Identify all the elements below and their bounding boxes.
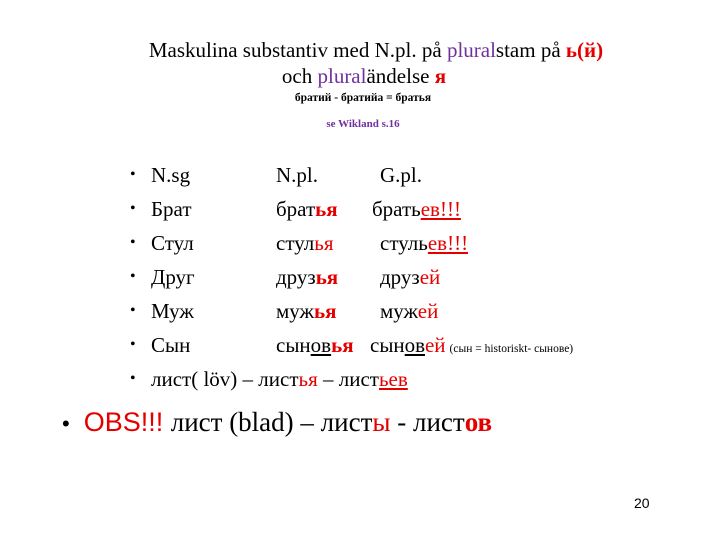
stem: стул [276, 231, 315, 255]
title-text: stam på [495, 38, 566, 62]
npl-cell [276, 296, 337, 326]
stem: - лист [390, 407, 465, 437]
ending: ей [417, 299, 439, 323]
stem: друз [276, 265, 316, 289]
ending: ы [372, 407, 391, 437]
stem: брат [276, 197, 316, 221]
ending: ев!!! [420, 197, 461, 221]
ending: ья [315, 197, 338, 221]
bullet: • [130, 370, 136, 387]
npl-cell [276, 262, 338, 292]
title-text: ändelse [366, 64, 435, 88]
table-row [0, 330, 720, 360]
title-text: och [281, 64, 318, 88]
stem: лист( löv) – лист [151, 367, 299, 391]
gpl-cell [370, 330, 573, 364]
bullet: • [130, 234, 136, 251]
formula-line [0, 92, 720, 104]
npl-cell [276, 330, 354, 360]
ending: ья [331, 333, 354, 357]
leaf-row-text [151, 364, 408, 394]
stem: муж [276, 299, 315, 323]
ending: ов [464, 407, 493, 437]
gpl-cell [372, 194, 461, 224]
npl-cell [276, 228, 334, 258]
ending: ей [424, 333, 446, 357]
ending: ьев [378, 367, 408, 391]
infix: ов [404, 333, 425, 357]
nsg-cell: Друг [151, 265, 195, 289]
ending: ья [315, 265, 339, 289]
npl-cell [276, 194, 338, 224]
table-row [0, 228, 720, 258]
ending: ей [419, 265, 441, 289]
bullet: • [130, 200, 136, 217]
stem: сын [370, 333, 405, 357]
obs-line [62, 404, 492, 442]
table-row [0, 262, 720, 292]
obs-text [171, 407, 492, 437]
bullet: • [62, 411, 70, 436]
ending: ев!!! [427, 231, 469, 255]
ending: ья [314, 299, 337, 323]
gpl-cell [380, 296, 438, 326]
gpl-cell [380, 262, 440, 292]
bullet: • [130, 268, 136, 285]
stem: стуль [380, 231, 428, 255]
table-row-last [0, 364, 720, 394]
formula-part: братийа = братья [340, 92, 432, 104]
table-row [0, 194, 720, 224]
ending: ья [314, 231, 334, 255]
stem: друз [380, 265, 420, 289]
nsg-cell: Брат [151, 197, 192, 221]
title-line-1 [0, 38, 720, 63]
title-ending: я [434, 64, 447, 88]
obs-label: OBS!!! [83, 407, 171, 437]
bullet: • [130, 336, 136, 353]
header-nsg: N.sg [151, 163, 191, 187]
ending: ья [298, 367, 318, 391]
table-header-row [0, 160, 720, 190]
bullet: • [130, 166, 136, 183]
title-soft-sign: ь(й) [565, 38, 604, 62]
infix: ов [310, 333, 332, 357]
title-plural-word: plural [317, 64, 367, 88]
stem: – лист [317, 367, 379, 391]
page-number: 20 [634, 495, 650, 511]
header-npl: N.pl. [276, 163, 318, 187]
historical-note: (сын = historiskt- сынове) [449, 343, 574, 355]
stem: брать [372, 197, 421, 221]
title-line-2 [0, 64, 720, 89]
stem: лист (blad) – лист [170, 407, 373, 437]
bullet: • [130, 302, 136, 319]
header-gpl: G.pl. [380, 163, 422, 187]
nsg-cell: Сын [151, 333, 191, 357]
stem: муж [380, 299, 418, 323]
gpl-cell [380, 228, 468, 258]
reference-note: se Wikland s.16 [326, 118, 400, 130]
stem: сын [276, 333, 311, 357]
nsg-cell: Стул [151, 231, 194, 255]
formula-part: братий - [294, 92, 341, 104]
title-text: Maskulina substantiv med N.pl. på [148, 38, 447, 62]
title-plural-word: plural [446, 38, 496, 62]
table-row [0, 296, 720, 326]
nsg-cell: Муж [151, 299, 194, 323]
